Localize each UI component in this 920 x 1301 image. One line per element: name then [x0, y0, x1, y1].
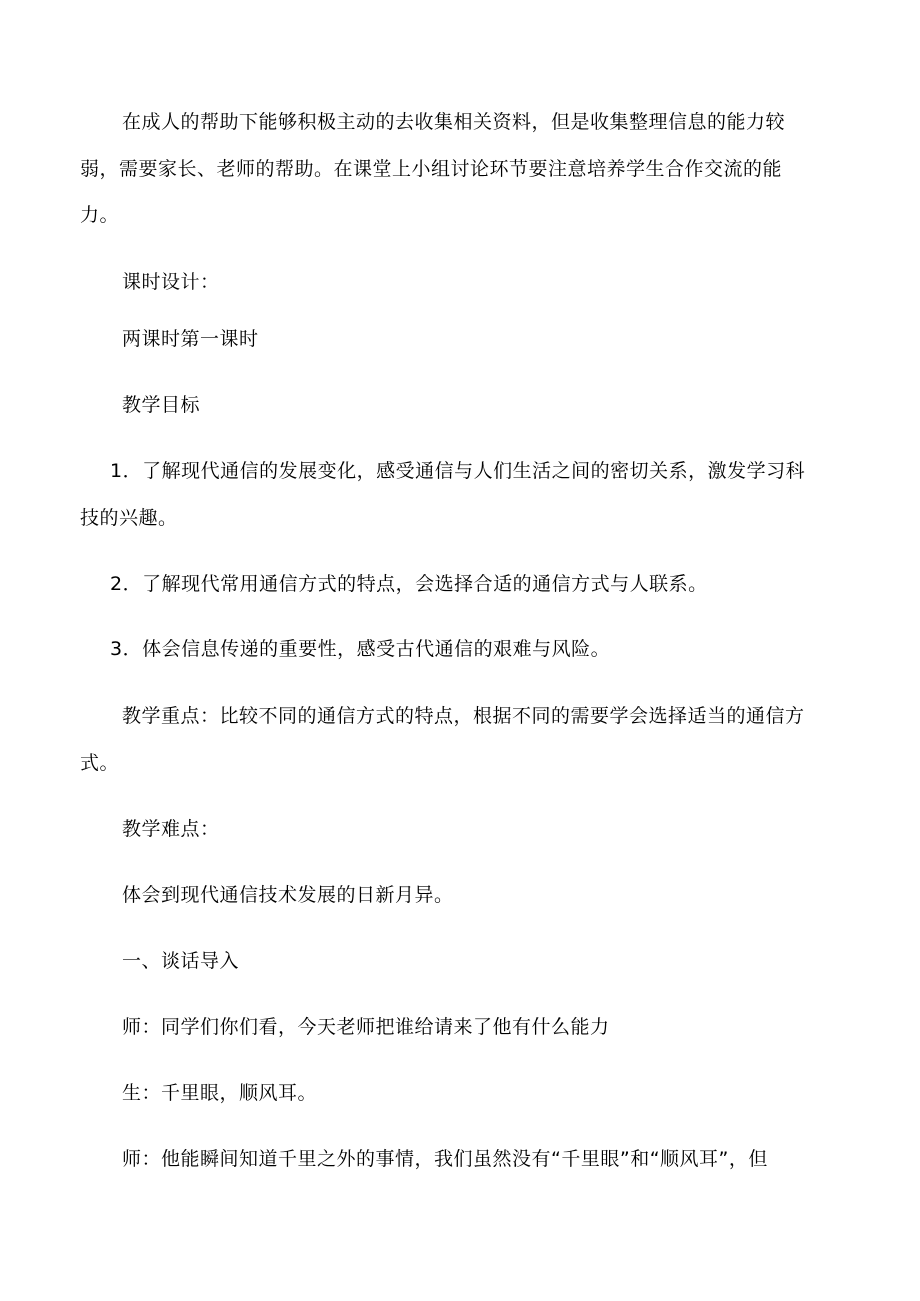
text-line: 式。 — [80, 752, 120, 774]
text-line: 体会到现代通信技术发展的日新月异。 — [122, 884, 454, 906]
text-line: 师：他能瞬间知道千里之外的事情，我们虽然没有“千里眼”和“顺风耳”，但 — [122, 1148, 768, 1170]
text-line: 生：千里眼，顺风耳。 — [122, 1082, 318, 1104]
text-line: 教学目标 — [122, 394, 201, 416]
text-line: 3．体会信息传递的重要性，感受古代通信的艰难与风险。 — [110, 638, 611, 660]
text-line: 在成人的帮助下能够积极主动的去收集相关资料，但是收集整理信息的能力较 — [122, 111, 786, 133]
text-line: 一、谈话导入 — [122, 950, 240, 972]
text-line: 两课时第一课时 — [122, 328, 259, 350]
text-line: 2．了解现代常用通信方式的特点，会选择合适的通信方式与人联系。 — [110, 573, 708, 595]
text-line: 教学难点： — [122, 818, 220, 840]
text-line: 教学重点：比较不同的通信方式的特点，根据不同的需要学会选择适当的通信方 — [122, 705, 805, 727]
text-line: 力。 — [80, 204, 120, 226]
text-line: 技的兴趣。 — [80, 507, 178, 529]
text-line: 课时设计： — [122, 271, 220, 293]
text-line: 师：同学们你们看，今天老师把谁给请来了他有什么能力 — [122, 1016, 610, 1038]
text-line: 弱，需要家长、老师的帮助。在课堂上小组讨论环节要注意培养学生合作交流的能 — [80, 158, 783, 180]
text-line: 1．了解现代通信的发展变化，感受通信与人们生活之间的密切关系，激发学习科 — [110, 460, 806, 482]
